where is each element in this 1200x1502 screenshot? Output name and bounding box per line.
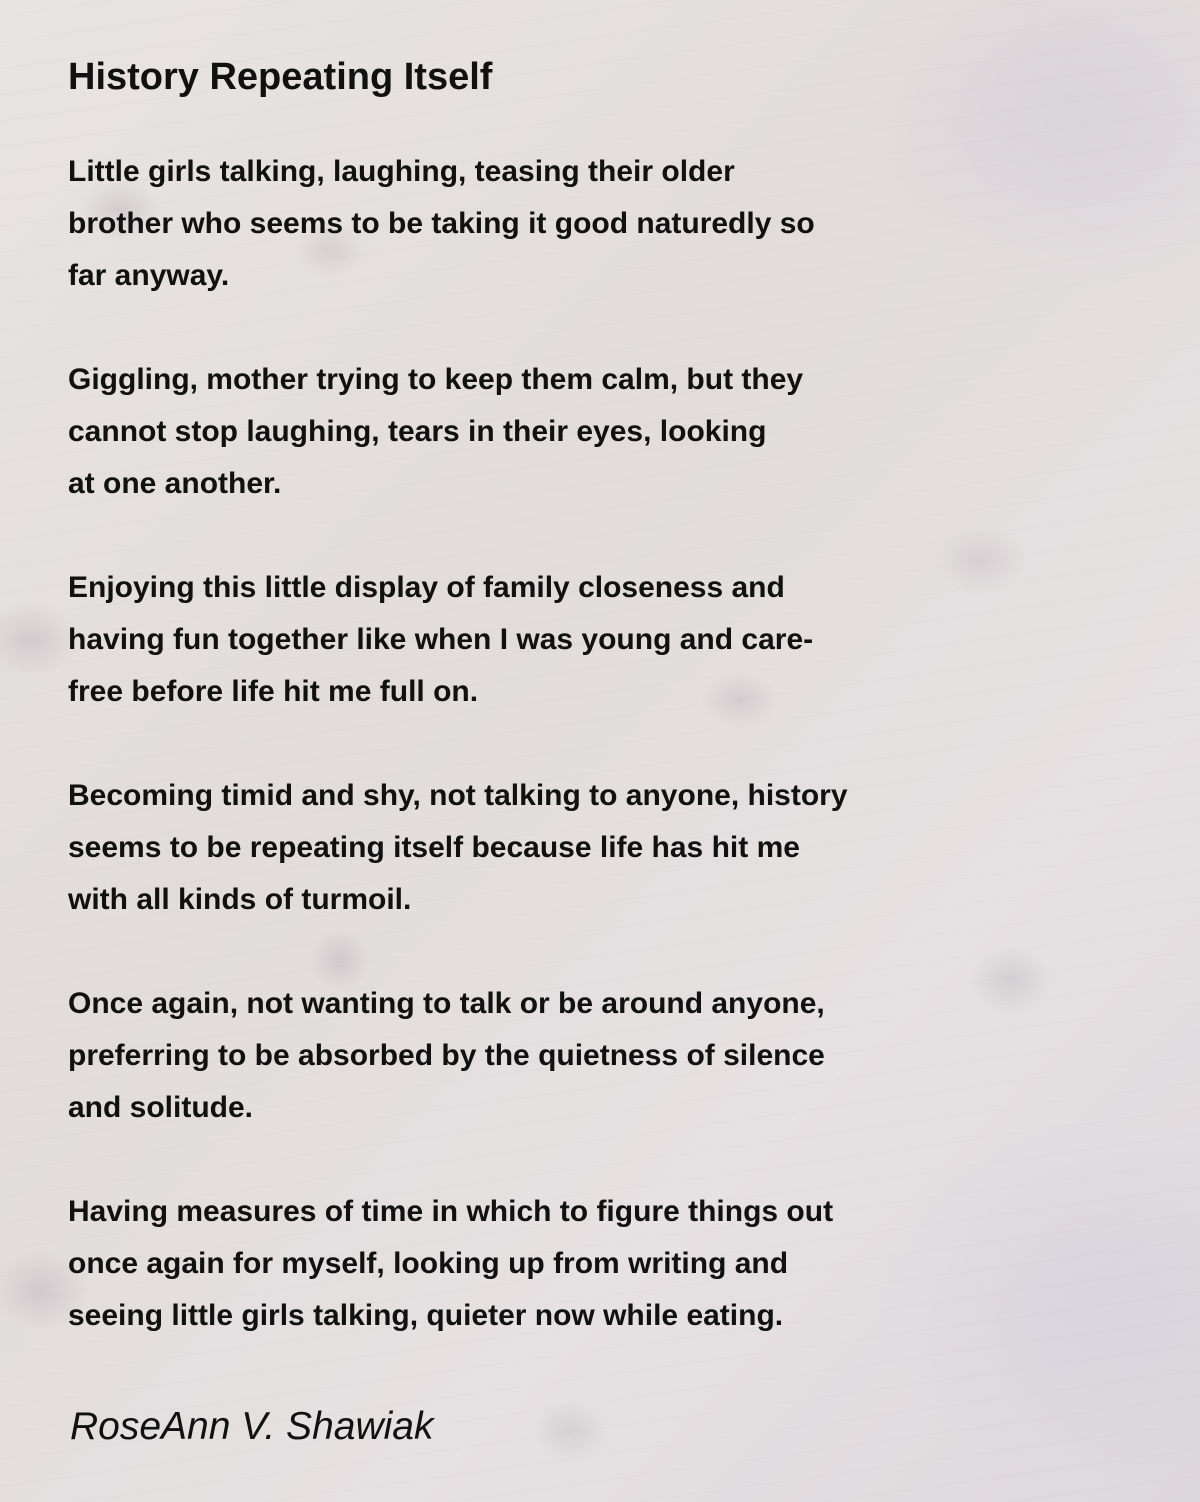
poem-line: Enjoying this little display of family closeness and: [68, 571, 785, 604]
stanza-2: [68, 354, 968, 510]
stanza-1: [68, 146, 968, 302]
poem-line: preferring to be absorbed by the quietness of silence: [68, 1039, 825, 1072]
poem-line: brother who seems to be taking it good naturedly so: [68, 207, 815, 240]
poem: [68, 50, 968, 1342]
poem-line: and solitude.: [68, 1091, 254, 1124]
poem-line: Giggling, mother trying to keep them calm, but they: [68, 363, 804, 396]
poem-line: having fun together like when I was young and care-: [68, 623, 814, 656]
poem-line: far anyway.: [68, 259, 230, 292]
stanza-4: [68, 770, 968, 926]
poem-line: cannot stop laughing, tears in their eyes, looking: [68, 415, 767, 448]
poem-author: RoseAnn V. Shawiak: [70, 1405, 434, 1448]
poem-line: seems to be repeating itself because life has hit me: [68, 831, 800, 864]
poem-line: Little girls talking, laughing, teasing their older: [68, 155, 735, 188]
stanza-3: [68, 562, 968, 718]
poem-title: History Repeating Itself: [68, 56, 493, 98]
poem-line: once again for myself, looking up from writing and: [68, 1247, 789, 1280]
poem-line: free before life hit me full on.: [68, 675, 479, 708]
poem-line: Becoming timid and shy, not talking to anyone, history: [68, 779, 848, 812]
stanza-6: [68, 1186, 968, 1342]
poem-line: seeing little girls talking, quieter now while eating.: [68, 1299, 784, 1332]
poem-line: at one another.: [68, 467, 282, 500]
poem-line: with all kinds of turmoil.: [68, 883, 412, 916]
poem-line: Having measures of time in which to figure things out: [68, 1195, 834, 1228]
stanza-5: [68, 978, 968, 1134]
poem-line: Once again, not wanting to talk or be around anyone,: [68, 987, 825, 1020]
